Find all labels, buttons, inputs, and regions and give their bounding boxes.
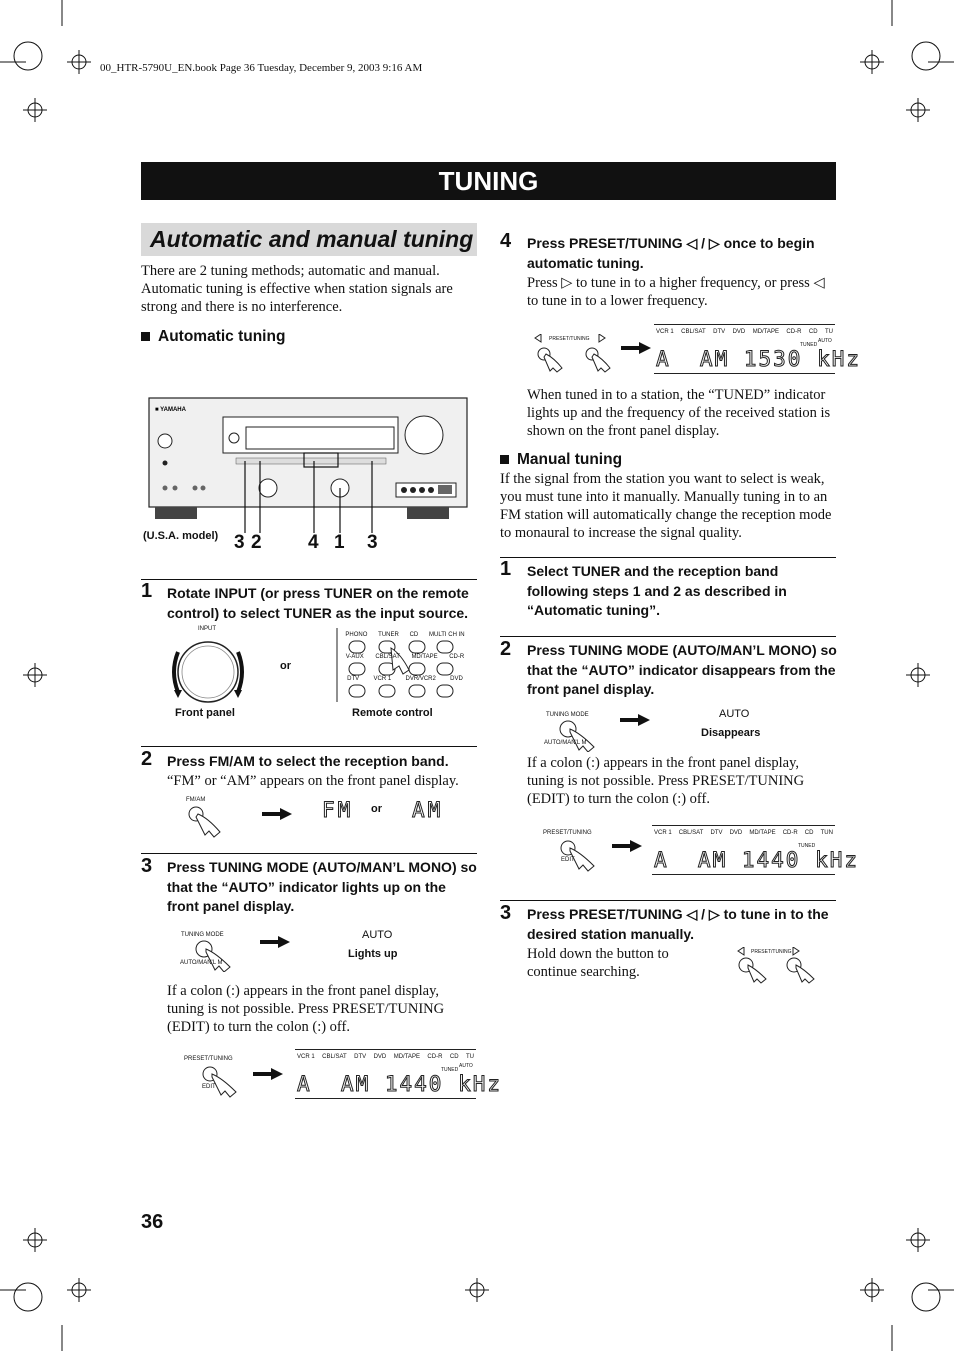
manual-tuning-heading xyxy=(500,451,622,469)
arrow-icon xyxy=(620,714,650,726)
step3-number: 3 xyxy=(141,855,153,877)
step3-text: Press TUNING MODE (AUTO/MAN’L MONO) so that the “AUTO” indicator lights up on the front panel display. xyxy=(167,859,477,914)
preset-tuning-label-step4: PRESET/TUNING xyxy=(549,336,590,342)
preset-tuning-label: PRESET/TUNING xyxy=(543,830,592,836)
auto-indicator-text: AUTO xyxy=(719,708,750,720)
mstep3-text: Press PRESET/TUNING ◁ / ▷ to tune in to the desired station manually. xyxy=(527,906,829,942)
step2-text: Press FM/AM to select the reception band. xyxy=(167,753,449,769)
remote-multi: MULTI CH IN xyxy=(429,632,465,638)
arrow-icon xyxy=(621,342,651,354)
disp-tu: TU xyxy=(824,329,833,335)
remote-row3 xyxy=(340,676,470,682)
arrow-icon xyxy=(262,808,292,820)
tuning-mode-label: TUNING MODE xyxy=(181,932,224,938)
page-number: 36 xyxy=(141,1211,164,1233)
manual-intro: If the signal from the station you want to select is weak, you must tune into it manually. Manually tuning in to an FM station will automatically change the reception mode to monaural to increase the signal quality. xyxy=(500,471,832,541)
disp-cd: CD xyxy=(449,1054,459,1060)
disp-vcr1: VCR 1 xyxy=(297,1054,315,1060)
step4-number: 4 xyxy=(500,230,512,252)
remote-control-illustration xyxy=(336,628,470,704)
auto-manl-label: AUTO/MAN'L M xyxy=(544,740,587,746)
display-inputs-row xyxy=(652,826,835,836)
lcd-am: AM xyxy=(412,798,444,822)
step1-text: Rotate INPUT (or press TUNER on the remote control) to select TUNER as the input source. xyxy=(167,585,469,621)
disp-vcr1: VCR 1 xyxy=(654,830,672,836)
remote-vcr1: VCR 1 xyxy=(373,676,392,682)
step2-number: 2 xyxy=(141,748,153,770)
lcd-frequency-3: A AM 1440 kHz xyxy=(654,848,860,872)
disappears-caption: Disappears xyxy=(701,727,761,739)
step1-number: 1 xyxy=(141,580,153,602)
remote-control-caption: Remote control xyxy=(352,707,433,719)
remote-row2 xyxy=(340,654,470,660)
callout-1: 1 xyxy=(334,532,345,553)
lights-up-caption: Lights up xyxy=(348,948,398,960)
remote-mdtape: MD/TAPE xyxy=(411,654,438,660)
step3-rule xyxy=(141,853,477,854)
remote-row1 xyxy=(340,632,470,638)
disp-cdr: CD-R xyxy=(782,830,798,836)
edit-label: EDIT xyxy=(202,1084,216,1090)
automatic-tuning-label: Automatic tuning xyxy=(158,328,286,345)
callout-4: 4 xyxy=(308,532,319,553)
callout-2: 2 xyxy=(251,532,262,553)
disp-cd: CD xyxy=(808,329,818,335)
mstep3-rule xyxy=(500,900,836,901)
remote-dvd: DVD xyxy=(450,676,463,682)
manual-tuning-label: Manual tuning xyxy=(517,451,623,468)
mstep2-number: 2 xyxy=(500,638,512,660)
auto-indicator: AUTO xyxy=(459,1063,473,1069)
disp-dvd: DVD xyxy=(729,830,743,836)
disp-cd: CD xyxy=(804,830,814,836)
remote-cblsat: CBL/SAT xyxy=(375,654,400,660)
lcd-frequency-2: A AM 1530 kHz xyxy=(656,347,862,371)
tuned-indicator: TUNED xyxy=(798,843,816,849)
step4-after: When tuned in to a station, the “TUNED” indicator lights up and the frequency of the received station is shown on the front panel display. xyxy=(527,387,831,439)
tuned-indicator: TUNED xyxy=(441,1067,459,1073)
intro-paragraph: There are 2 tuning methods; automatic and manual. Automatic tuning is effective when station signals are strong and there is no interference. xyxy=(141,263,453,315)
remote-dtv: DTV xyxy=(347,676,360,682)
page-title: TUNING xyxy=(141,162,836,200)
input-knob-label: INPUT xyxy=(198,626,216,632)
display-inputs-row xyxy=(295,1050,476,1060)
front-display-3 xyxy=(652,825,860,875)
arrow-icon xyxy=(260,936,290,948)
callout-3b: 3 xyxy=(367,532,378,553)
svg-text:■ YAMAHA: ■ YAMAHA xyxy=(155,407,186,413)
file-header: 00_HTR-5790U_EN.book Page 36 Tuesday, December 9, 2003 9:16 AM xyxy=(100,62,423,74)
mstep2-rule xyxy=(500,636,836,637)
preset-edit-press-icon xyxy=(200,1064,244,1098)
fmam-button-press-icon xyxy=(186,804,226,838)
lcd-fm: FM xyxy=(322,798,354,822)
receiver-front-panel-illustration xyxy=(141,393,477,553)
disp-tu: TU xyxy=(465,1054,474,1060)
disp-dtv: DTV xyxy=(354,1054,367,1060)
display-inputs-row xyxy=(654,325,835,335)
front-display-2 xyxy=(654,324,862,374)
remote-tuner: TUNER xyxy=(378,632,399,638)
mstep3-number: 3 xyxy=(500,902,512,924)
disp-dtv: DTV xyxy=(713,329,726,335)
disp-cblsat: CBL/SAT xyxy=(678,830,704,836)
step2-note: “FM” or “AM” appears on the front panel display. xyxy=(167,773,459,789)
disp-mdtape: MD/TAPE xyxy=(752,329,779,335)
edit-label: EDIT xyxy=(561,857,575,863)
disp-tun: TUN xyxy=(820,830,833,836)
tuning-mode-label: TUNING MODE xyxy=(546,712,589,718)
step1-rule xyxy=(141,579,477,580)
or-label-2: or xyxy=(371,803,382,815)
bullet-square xyxy=(500,455,509,464)
disp-dtv: DTV xyxy=(710,830,723,836)
disp-dvd: DVD xyxy=(732,329,746,335)
remote-cdr: CD-R xyxy=(449,654,465,660)
step4-text: Press PRESET/TUNING ◁ / ▷ once to begin automatic tuning. xyxy=(527,235,815,271)
mstep1-text: Select TUNER and the reception band following steps 1 and 2 as described in “Automatic tuning”. xyxy=(527,563,787,618)
disp-vcr1: VCR 1 xyxy=(656,329,674,335)
step4-note: Press ▷ to tune in to a higher frequency, or press ◁ to tune in to a lower frequency. xyxy=(527,275,825,309)
or-label-1: or xyxy=(280,660,291,672)
auto-manl-label: AUTO/MAN'L M xyxy=(180,960,223,966)
auto-indicator-text: AUTO xyxy=(362,929,393,941)
disp-cdr: CD-R xyxy=(786,329,802,335)
mstep1-number: 1 xyxy=(500,558,512,580)
disp-cblsat: CBL/SAT xyxy=(681,329,706,335)
auto-indicator: AUTO xyxy=(818,338,832,344)
remote-dvrvcr2: DVR/VCR2 xyxy=(405,676,436,682)
front-panel-caption: Front panel xyxy=(175,707,235,719)
model-label: (U.S.A. model) xyxy=(143,530,219,542)
section-title: Automatic and manual tuning xyxy=(141,223,477,256)
step3-note: If a colon (:) appears in the front panel display, tuning is not possible. Press PRESET/TUNING (EDIT) to turn the colon (:) off. xyxy=(167,983,445,1035)
input-knob-icon xyxy=(168,632,248,712)
tuning-mode-press-icon xyxy=(192,938,236,972)
disp-mdtape: MD/TAPE xyxy=(749,830,776,836)
lcd-frequency-1: A AM 1440 kHz xyxy=(297,1072,503,1096)
mstep2-text: Press TUNING MODE (AUTO/MAN’L MONO) so that the “AUTO” indicator disappears from the front panel display. xyxy=(527,642,837,697)
remote-cd: CD xyxy=(409,632,419,638)
tuned-indicator: TUNED xyxy=(800,342,818,348)
disp-dvd: DVD xyxy=(373,1054,387,1060)
fmam-button-label: FM/AM xyxy=(186,797,206,803)
remote-phono: PHONO xyxy=(345,632,368,638)
front-display-1 xyxy=(295,1049,503,1099)
callout-3a: 3 xyxy=(234,532,245,553)
automatic-tuning-heading xyxy=(141,328,285,346)
mstep2-note: If a colon (:) appears in the front panel display, tuning is not possible. Press PRESET/TUNING (EDIT) to turn the colon (:) off. xyxy=(527,755,805,807)
mstep3-note: Hold down the button to continue searching. xyxy=(527,946,669,980)
mstep1-rule xyxy=(500,557,836,558)
disp-cdr: CD-R xyxy=(427,1054,443,1060)
preset-edit-press-icon xyxy=(558,838,602,872)
arrow-icon xyxy=(253,1068,283,1080)
tuning-mode-press-icon xyxy=(556,718,600,752)
disp-mdtape: MD/TAPE xyxy=(393,1054,420,1060)
step2-rule xyxy=(141,746,477,747)
arrow-icon xyxy=(612,840,642,852)
preset-tuning-label: PRESET/TUNING xyxy=(184,1056,233,1062)
bullet-square xyxy=(141,332,150,341)
remote-vaux: V-AUX xyxy=(345,654,364,660)
preset-tuning-label-mstep3: PRESET/TUNING xyxy=(751,949,792,955)
disp-cblsat: CBL/SAT xyxy=(322,1054,347,1060)
